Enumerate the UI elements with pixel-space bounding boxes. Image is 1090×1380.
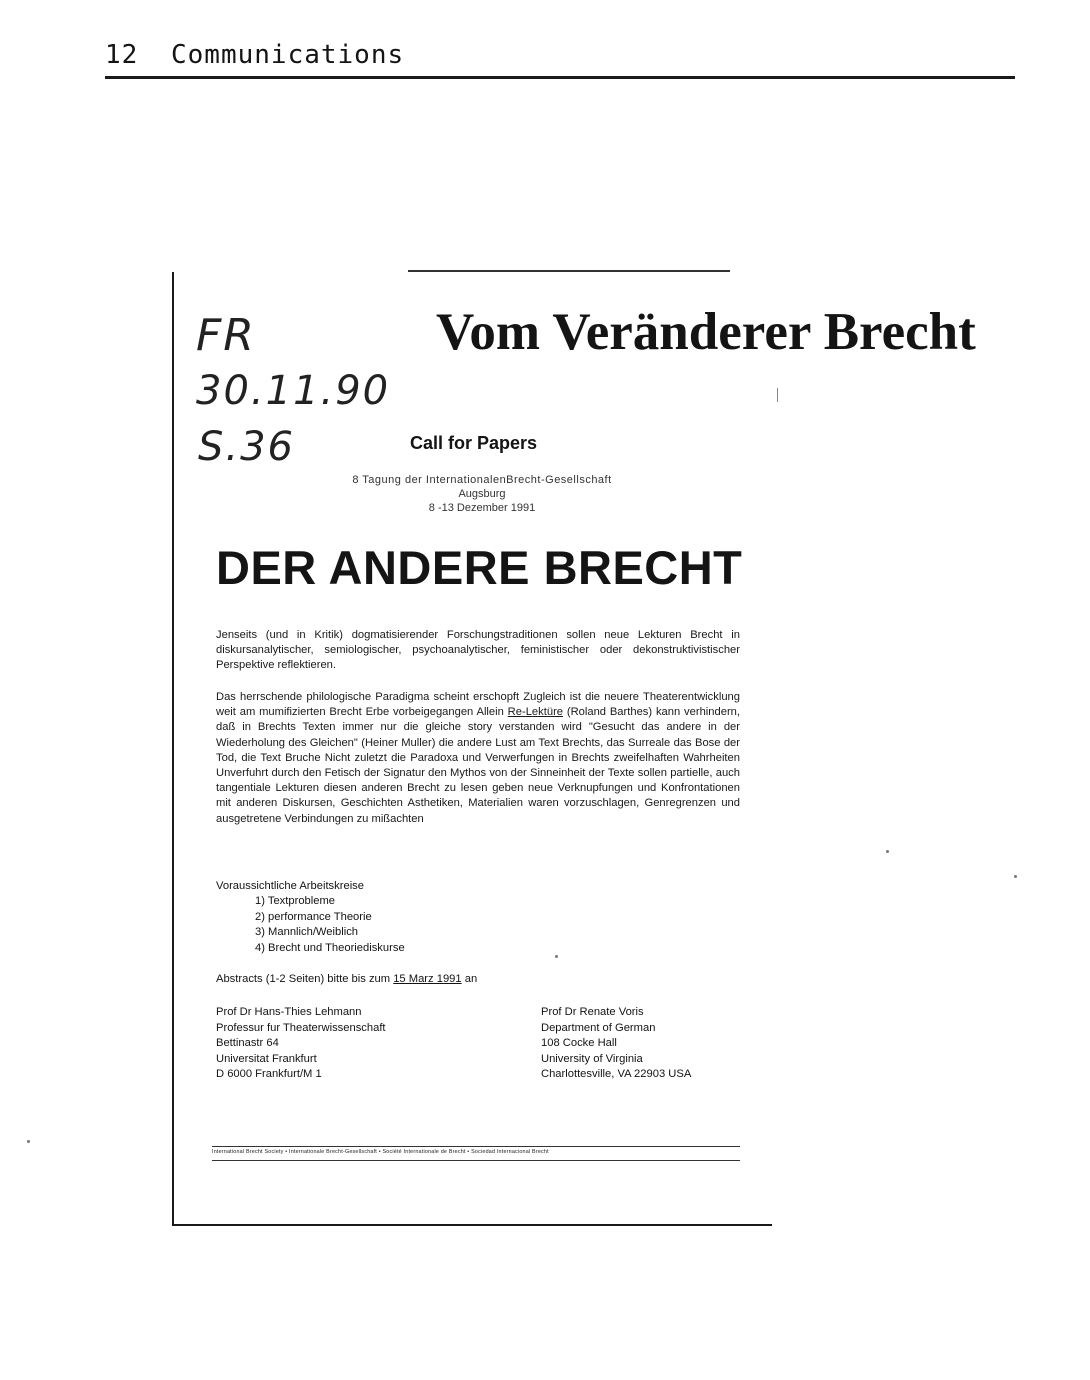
section-title: Communications bbox=[171, 40, 405, 70]
intro-paragraph: Jenseits (und in Kritik) dogmatisierender Forschungstraditionen sollen neue Lekturen Brecht in diskursanalytischer, semiologischer, psychoanalytischer, feministischer oder dekonstruktivistischer Perspektive reflektieren. bbox=[216, 629, 740, 672]
contact-address-lehmann bbox=[216, 1005, 386, 1083]
scan-speck bbox=[886, 850, 889, 853]
page-number: 12 bbox=[105, 40, 139, 70]
scan-mark bbox=[777, 388, 778, 402]
handwritten-date: 30.11.90 bbox=[196, 368, 391, 414]
contact-address-voris bbox=[541, 1005, 691, 1083]
address-line: Bettinastr 64 bbox=[216, 1037, 279, 1049]
address-line: University of Virginia bbox=[541, 1052, 643, 1065]
address-line: Charlottesville, VA 22903 USA bbox=[541, 1068, 692, 1080]
working-group-item: 1) Textprobleme bbox=[255, 895, 336, 907]
footer-rule-bottom bbox=[212, 1160, 740, 1161]
address-line: Prof Dr Hans-Thies Lehmann bbox=[216, 1006, 362, 1018]
clipping-frame-bottom bbox=[172, 1224, 772, 1226]
conference-dates: 8 -13 Dezember 1991 bbox=[428, 502, 536, 514]
address-line: D 6000 Frankfurt/M 1 bbox=[216, 1068, 322, 1080]
handwritten-source: FR bbox=[196, 310, 256, 361]
working-groups-heading: Voraussichtliche Arbeitskreise bbox=[216, 880, 364, 892]
scan-speck bbox=[1014, 875, 1017, 878]
relektuere-term: Re-Lektüre bbox=[507, 706, 564, 719]
newspaper-headline: Vom Veränderer Brecht bbox=[436, 303, 976, 361]
scan-speck bbox=[27, 1140, 30, 1143]
address-line: Professur fur Theaterwissenschaft bbox=[216, 1021, 386, 1034]
abstracts-text: Abstracts (1-2 Seiten) bitte bis zum bbox=[216, 973, 394, 985]
body-paragraph bbox=[216, 690, 740, 827]
address-line: Department of German bbox=[541, 1021, 656, 1034]
society-footer: International Brecht Society • Internationale Brecht-Gesellschaft • Société Internationale de Brecht • Sociedad Internacional Brecht bbox=[212, 1149, 549, 1155]
footer-rule-top bbox=[212, 1146, 740, 1147]
working-group-item: 4) Brecht und Theoriediskurse bbox=[255, 942, 405, 954]
address-line: Prof Dr Renate Voris bbox=[541, 1006, 644, 1018]
body-paragraph-start: Das herrschende philologische Paradigma scheint erschopft Zugleich ist die neuere Theaterentwicklung weit am mumifizierten Brecht Erbe vorbeigegangen Allein bbox=[216, 691, 740, 719]
address-line: 108 Cocke Hall bbox=[541, 1037, 617, 1049]
working-group-item: 2) performance Theorie bbox=[255, 911, 372, 923]
conference-name: 8 Tagung der InternationalenBrecht-Gesellschaft bbox=[352, 474, 612, 486]
page-header bbox=[105, 40, 1015, 79]
body-paragraph-rest: (Roland Barthes) kann verhindern, daß in Brechts Texten immer nur die gleiche story verstanden wird "Gesucht das andere in der Wiederholung des Gleichen" (Heiner Muller) die andere Lust am Text Brechts, das Surreale das Bose der Tod, die Text Bruche Nicht zuletzt die Paradoxa und Verwerfungen in Brechts zweifelhaften Wahrheiten Unverfuhrt durch den Fetisch der Signatur den Mythos von der Sinneinheit der Texte sollen partielle, auch tangentiale Lekturen diesen anderen Brecht zu lesen geben neue Verknupfungen und Konfrontationen mit anderen Diskursen, Geschichten Asthetiken, Materialien waren vorzuschlagen, Genregrenzen und ausgetretene Verbindungen zu mißachten bbox=[216, 706, 740, 825]
announcement-title: DER ANDERE BRECHT bbox=[216, 541, 743, 594]
working-group-item: 3) Mannlich/Weiblich bbox=[255, 926, 359, 938]
headline-rule bbox=[408, 270, 730, 272]
conference-city: Augsburg bbox=[458, 488, 506, 500]
clipping-frame-left bbox=[172, 272, 174, 1226]
address-line: Universitat Frankfurt bbox=[216, 1052, 317, 1065]
abstracts-instruction bbox=[216, 973, 477, 985]
abstracts-deadline: 15 Marz 1991 bbox=[393, 973, 462, 985]
scan-speck bbox=[555, 955, 558, 958]
call-for-papers-label: Call for Papers bbox=[410, 433, 538, 453]
handwritten-page: S.36 bbox=[198, 424, 296, 470]
abstracts-suffix: an bbox=[461, 973, 478, 985]
